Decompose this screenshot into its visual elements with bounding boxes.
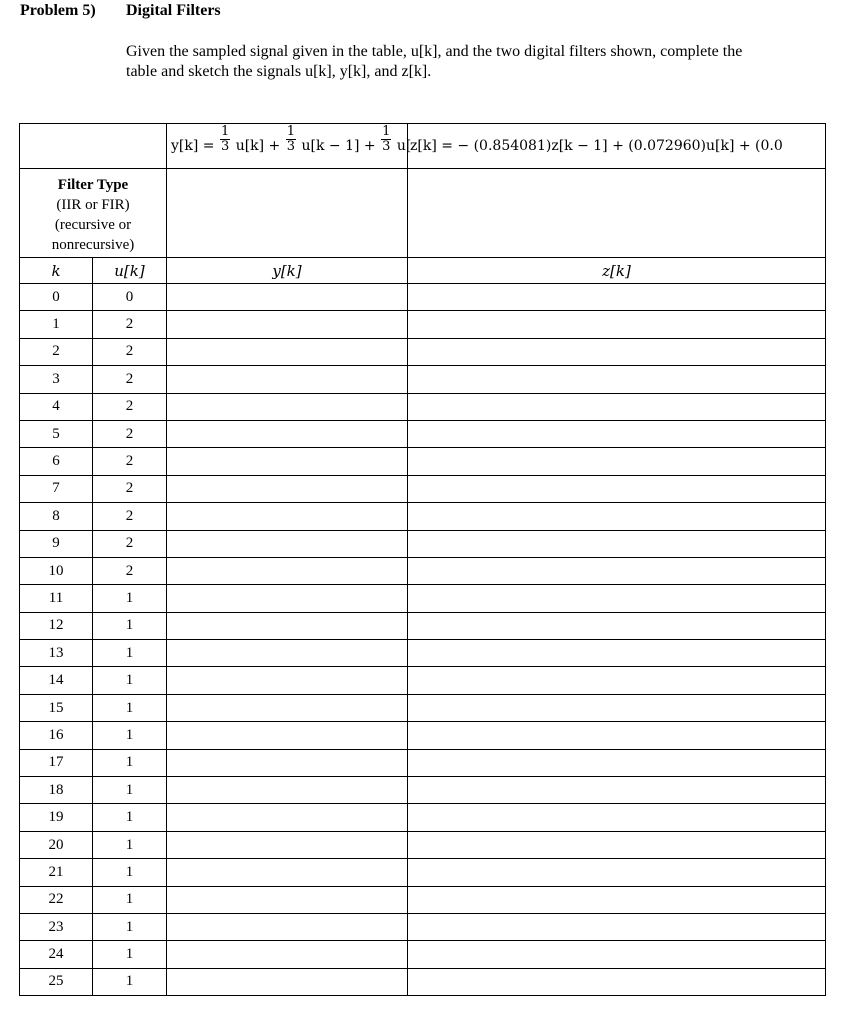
table-row <box>20 749 826 776</box>
fraction-one-third: $\frac{1}{3}$ <box>220 123 230 154</box>
z-answer-cell[interactable] <box>408 667 826 694</box>
table-row <box>20 886 826 913</box>
u-value-cell: 1 <box>93 667 167 694</box>
k-value-cell: 4 <box>20 393 93 420</box>
k-value-cell: 19 <box>20 804 93 831</box>
k-value-cell: 17 <box>20 749 93 776</box>
z-answer-cell[interactable] <box>408 694 826 721</box>
filter-table <box>19 123 826 996</box>
y-answer-cell[interactable] <box>167 913 408 940</box>
k-value-cell: 11 <box>20 585 93 612</box>
table-row <box>20 640 826 667</box>
y-answer-cell[interactable] <box>167 667 408 694</box>
k-value-cell: 24 <box>20 941 93 968</box>
y-answer-cell[interactable] <box>167 941 408 968</box>
filter-type-line-2: (recursive or <box>54 217 132 233</box>
z-answer-cell[interactable] <box>408 393 826 420</box>
instructions-line-1: Given the sampled signal given in the table, u[k], and the two digital filters shown, complete the <box>126 43 743 60</box>
u-value-cell: 2 <box>93 338 167 365</box>
k-value-cell: 7 <box>20 475 93 502</box>
z-answer-cell[interactable] <box>408 968 826 995</box>
u-value-cell: 1 <box>93 913 167 940</box>
z-answer-cell[interactable] <box>408 831 826 858</box>
k-value-cell: 2 <box>20 338 93 365</box>
filter-type-label-cell <box>20 169 167 258</box>
k-value-cell: 1 <box>20 311 93 338</box>
y-answer-cell[interactable] <box>167 475 408 502</box>
y-answer-cell[interactable] <box>167 694 408 721</box>
u-value-cell: 2 <box>93 530 167 557</box>
z-answer-cell[interactable] <box>408 804 826 831</box>
table-row <box>20 503 826 530</box>
table-row <box>20 366 826 393</box>
z-answer-cell[interactable] <box>408 722 826 749</box>
table-row <box>20 968 826 995</box>
table-row <box>20 338 826 365</box>
blank-corner-cell <box>20 124 167 169</box>
y-answer-cell[interactable] <box>167 557 408 584</box>
y-answer-cell[interactable] <box>167 393 408 420</box>
k-value-cell: 8 <box>20 503 93 530</box>
u-value-cell: 1 <box>93 612 167 639</box>
z-filter-type-answer-cell[interactable] <box>408 169 826 258</box>
column-header-y: y[k] <box>167 258 408 284</box>
z-answer-cell[interactable] <box>408 749 826 776</box>
y-answer-cell[interactable] <box>167 722 408 749</box>
y-answer-cell[interactable] <box>167 585 408 612</box>
y-answer-cell[interactable] <box>167 640 408 667</box>
filter-type-line-1: (IIR or FIR) <box>56 197 130 213</box>
k-value-cell: 9 <box>20 530 93 557</box>
k-value-cell: 14 <box>20 667 93 694</box>
table-row <box>20 722 826 749</box>
instructions-line-2: table and sketch the signals u[k], y[k], and z[k]. <box>126 63 432 80</box>
z-answer-cell[interactable] <box>408 338 826 365</box>
z-answer-cell[interactable] <box>408 777 826 804</box>
u-value-cell: 2 <box>93 393 167 420</box>
u-value-cell: 1 <box>93 968 167 995</box>
z-answer-cell[interactable] <box>408 612 826 639</box>
fraction-one-third: $\frac{1}{3}$ <box>382 123 391 154</box>
problem-instructions <box>126 42 826 82</box>
table-row <box>20 859 826 886</box>
u-value-cell: 1 <box>93 749 167 776</box>
k-value-cell: 10 <box>20 557 93 584</box>
u-value-cell: 0 <box>93 284 167 311</box>
y-answer-cell[interactable] <box>167 804 408 831</box>
y-answer-cell[interactable] <box>167 749 408 776</box>
y-answer-cell[interactable] <box>167 777 408 804</box>
k-value-cell: 23 <box>20 913 93 940</box>
y-answer-cell[interactable] <box>167 448 408 475</box>
z-answer-cell[interactable] <box>408 913 826 940</box>
table-row <box>20 777 826 804</box>
table-row <box>20 475 826 502</box>
u-value-cell: 2 <box>93 557 167 584</box>
y-answer-cell[interactable] <box>167 311 408 338</box>
k-value-cell: 16 <box>20 722 93 749</box>
column-header-u: u[k] <box>93 258 167 284</box>
u-value-cell: 1 <box>93 777 167 804</box>
table-row <box>20 913 826 940</box>
k-value-cell: 13 <box>20 640 93 667</box>
table-row <box>20 420 826 447</box>
u-value-cell: 1 <box>93 804 167 831</box>
y-answer-cell[interactable] <box>167 503 408 530</box>
u-value-cell: 2 <box>93 475 167 502</box>
k-value-cell: 6 <box>20 448 93 475</box>
k-value-cell: 12 <box>20 612 93 639</box>
table-row <box>20 694 826 721</box>
u-value-cell: 2 <box>93 448 167 475</box>
u-value-cell: 2 <box>93 366 167 393</box>
y-answer-cell[interactable] <box>167 530 408 557</box>
table-row <box>20 393 826 420</box>
k-value-cell: 22 <box>20 886 93 913</box>
y-filter-type-answer-cell[interactable] <box>167 169 408 258</box>
fraction-one-third: $\frac{1}{3}$ <box>286 123 296 154</box>
table-row <box>20 667 826 694</box>
z-answer-cell[interactable] <box>408 420 826 447</box>
filter-type-title: Filter Type <box>57 177 129 193</box>
filter-type-line-3: nonrecursive) <box>51 237 135 253</box>
table-row <box>20 941 826 968</box>
table-row <box>20 284 826 311</box>
y-answer-cell[interactable] <box>167 338 408 365</box>
z-answer-cell[interactable] <box>408 503 826 530</box>
y-answer-cell[interactable] <box>167 831 408 858</box>
z-answer-cell[interactable] <box>408 475 826 502</box>
k-value-cell: 25 <box>20 968 93 995</box>
y-answer-cell[interactable] <box>167 859 408 886</box>
k-value-cell: 0 <box>20 284 93 311</box>
y-answer-cell[interactable] <box>167 886 408 913</box>
table-row <box>20 831 826 858</box>
table-row <box>20 585 826 612</box>
z-answer-cell[interactable] <box>408 640 826 667</box>
z-answer-cell[interactable] <box>408 557 826 584</box>
z-answer-cell[interactable] <box>408 886 826 913</box>
u-value-cell: 1 <box>93 585 167 612</box>
u-value-cell: 1 <box>93 859 167 886</box>
y-answer-cell[interactable] <box>167 366 408 393</box>
u-value-cell: 1 <box>93 694 167 721</box>
y-filter-equation: y[k] = $\frac{1}{3}$ u[k] + $\frac{1}{3}$ u[k − 1] + $\frac{1}{3}$ u[ <box>171 123 412 154</box>
column-header-z: z[k] <box>408 258 826 284</box>
k-value-cell: 15 <box>20 694 93 721</box>
u-value-cell: 2 <box>93 311 167 338</box>
table-row <box>20 530 826 557</box>
u-value-cell: 1 <box>93 722 167 749</box>
z-filter-equation: z[k] = − (0.854081)z[k − 1] + (0.072960)u[k] + (0.0 <box>410 138 783 154</box>
z-answer-cell[interactable] <box>408 530 826 557</box>
u-value-cell: 1 <box>93 886 167 913</box>
column-header-k: k <box>20 258 93 284</box>
u-value-cell: 2 <box>93 503 167 530</box>
y-answer-cell[interactable] <box>167 612 408 639</box>
z-answer-cell[interactable] <box>408 366 826 393</box>
table-row <box>20 557 826 584</box>
z-filter-equation-cell <box>408 124 826 169</box>
u-value-cell: 2 <box>93 420 167 447</box>
u-value-cell: 1 <box>93 831 167 858</box>
y-filter-equation-cell <box>167 123 412 169</box>
table-row <box>20 448 826 475</box>
u-value-cell: 1 <box>93 941 167 968</box>
y-answer-cell[interactable] <box>167 420 408 447</box>
k-value-cell: 20 <box>20 831 93 858</box>
y-answer-cell[interactable] <box>167 284 408 311</box>
z-answer-cell[interactable] <box>408 585 826 612</box>
z-answer-cell[interactable] <box>408 448 826 475</box>
k-value-cell: 3 <box>20 366 93 393</box>
k-value-cell: 5 <box>20 420 93 447</box>
z-answer-cell[interactable] <box>408 284 826 311</box>
u-value-cell: 1 <box>93 640 167 667</box>
problem-title: Digital Filters <box>126 2 221 19</box>
z-answer-cell[interactable] <box>408 941 826 968</box>
problem-number: Problem 5) <box>20 2 96 19</box>
z-answer-cell[interactable] <box>408 311 826 338</box>
z-answer-cell[interactable] <box>408 859 826 886</box>
y-answer-cell[interactable] <box>167 968 408 995</box>
table-row <box>20 804 826 831</box>
k-value-cell: 18 <box>20 777 93 804</box>
table-row <box>20 612 826 639</box>
k-value-cell: 21 <box>20 859 93 886</box>
table-row <box>20 311 826 338</box>
